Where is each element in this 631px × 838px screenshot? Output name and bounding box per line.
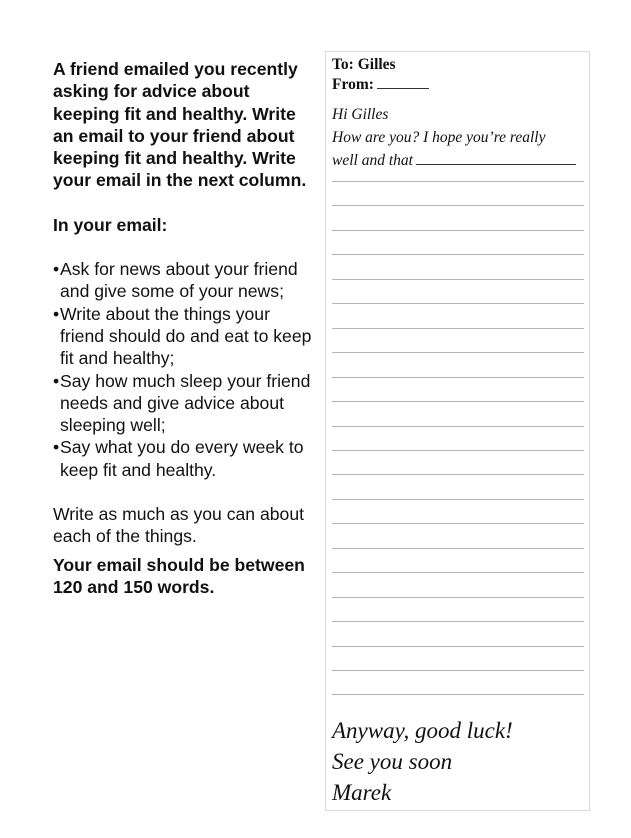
writing-line[interactable] xyxy=(332,646,584,647)
email-from-label: From: xyxy=(332,76,374,93)
from-blank[interactable] xyxy=(377,76,429,89)
writing-line[interactable] xyxy=(332,572,584,573)
email-from-line xyxy=(332,75,429,95)
writing-line[interactable] xyxy=(332,401,584,402)
email-opening-line: How are you? I hope you’re really xyxy=(332,129,546,146)
writing-line[interactable] xyxy=(332,328,584,329)
word-limit-note: Your email should be between 120 and 150 words. xyxy=(53,554,305,597)
writing-line[interactable] xyxy=(332,670,584,671)
email-opening-text: well and that xyxy=(332,152,413,169)
email-opening-line-2 xyxy=(332,149,586,172)
task-bullet-text: Ask for news about your friend and give some of your news; xyxy=(60,259,298,302)
bullet-icon: • xyxy=(53,259,60,280)
email-to-line: To: Gilles xyxy=(332,56,396,73)
writing-line[interactable] xyxy=(332,523,584,524)
task-instructions xyxy=(53,58,315,598)
task-bullet xyxy=(53,370,315,437)
task-bullet-text: Say what you do every week to keep fit and healthy. xyxy=(60,437,304,480)
bullet-icon: • xyxy=(53,437,60,458)
writing-line[interactable] xyxy=(332,621,584,622)
writing-line[interactable] xyxy=(332,230,584,231)
email-greeting: Hi Gilles xyxy=(332,106,389,123)
writing-line[interactable] xyxy=(332,279,584,280)
writing-line[interactable] xyxy=(332,548,584,549)
writing-line[interactable] xyxy=(332,303,584,304)
task-bullet-text: Say how much sleep your friend needs and give advice about sleeping well; xyxy=(60,370,311,436)
task-bullet xyxy=(53,258,315,303)
bullet-icon: • xyxy=(53,370,60,391)
task-bullet xyxy=(53,303,315,370)
email-signature: Marek xyxy=(332,780,392,805)
task-bullet-list xyxy=(53,258,315,481)
in-your-email-heading: In your email: xyxy=(53,214,168,235)
task-bullet xyxy=(53,436,315,481)
opening-blank[interactable] xyxy=(416,152,576,165)
writing-line[interactable] xyxy=(332,426,584,427)
write-as-much-note: Write as much as you can about each of the things. xyxy=(53,504,305,547)
writing-line[interactable] xyxy=(332,205,584,206)
writing-line[interactable] xyxy=(332,597,584,598)
writing-line[interactable] xyxy=(332,181,584,182)
writing-line[interactable] xyxy=(332,450,584,451)
email-sign-off: See you soon xyxy=(332,749,453,774)
writing-line[interactable] xyxy=(332,254,584,255)
task-intro: A friend emailed you recently asking for advice about keeping fit and healthy. Write an email to your friend about keeping fit and healthy. Write your email in the next column. xyxy=(53,59,307,191)
email-answer-box xyxy=(325,51,590,811)
email-closing-line: Anyway, good luck! xyxy=(332,718,513,743)
writing-line[interactable] xyxy=(332,474,584,475)
writing-line[interactable] xyxy=(332,499,584,500)
bullet-icon: • xyxy=(53,303,60,324)
task-bullet-text: Write about the things your friend should do and eat to keep fit and healthy; xyxy=(60,303,312,369)
writing-line[interactable] xyxy=(332,694,584,695)
writing-line[interactable] xyxy=(332,377,584,378)
writing-line[interactable] xyxy=(332,352,584,353)
